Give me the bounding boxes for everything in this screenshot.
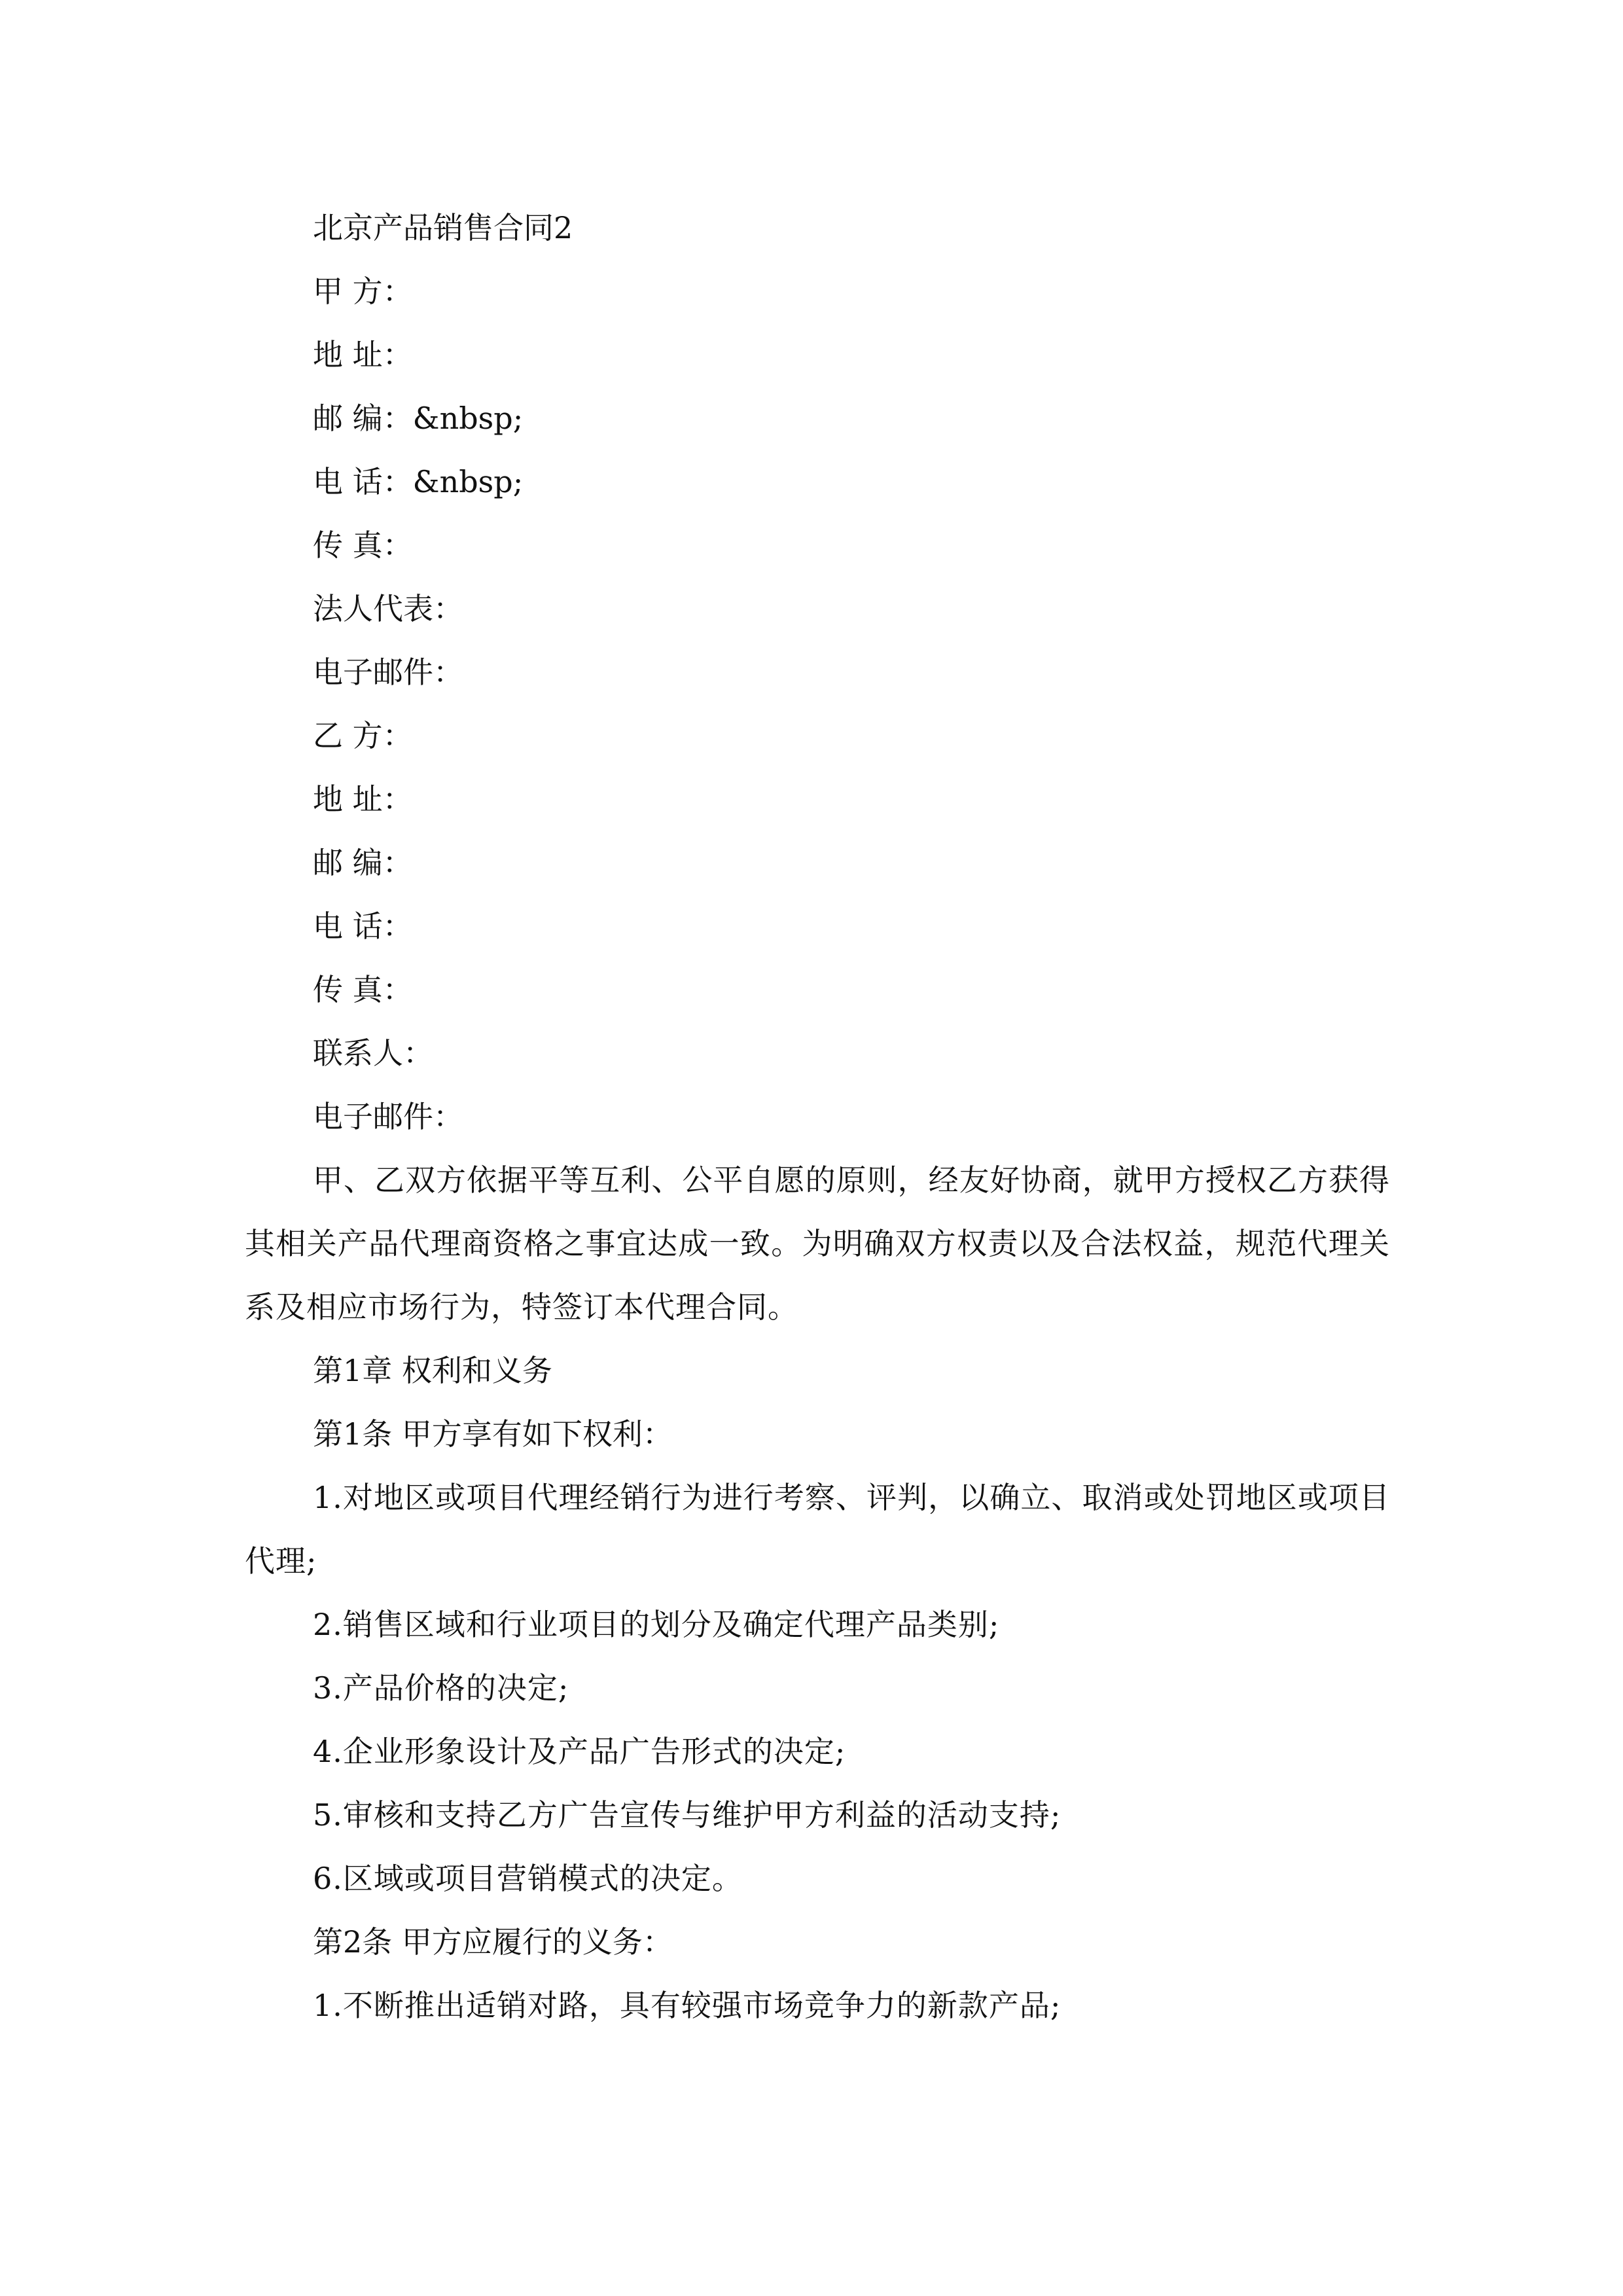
party-a-legal-rep: 法人代表： (313, 591, 463, 626)
party-a-label: 甲 方： (313, 274, 413, 309)
article-1-item: 3.产品价格的决定; (313, 1670, 569, 1706)
document-title: 北京产品销售合同2 (313, 210, 573, 245)
article-1-item: 4.企业形象设计及产品广告形式的决定; (313, 1734, 846, 1769)
party-a-fax: 传 真： (313, 528, 413, 563)
chapter-heading: 第1章 权利和义务 (313, 1353, 552, 1388)
intro-paragraph: 甲、乙双方依据平等互利、公平自愿的原则，经友好协商，就甲方授权乙方获得其相关产品代理商资格之事宜达成一致。为明确双方权责以及合法权益，规范代理关系及相应市场行为，特签订本代理合同。 (245, 1162, 1390, 1325)
party-b-postcode: 邮 编： (313, 845, 413, 880)
article-1-item: 6.区域或项目营销模式的决定。 (313, 1861, 743, 1896)
party-b-phone: 电 话： (313, 908, 413, 944)
party-b-email: 电子邮件： (313, 1099, 463, 1134)
party-a-email: 电子邮件： (313, 655, 463, 690)
party-a-postcode: 邮 编：&nbsp; (313, 401, 524, 436)
article-1-item: 2.销售区域和行业项目的划分及确定代理产品类别; (313, 1607, 1000, 1642)
party-b-contact: 联系人： (313, 1035, 433, 1071)
article-2-item: 1.不断推出适销对路，具有较强市场竞争力的新款产品; (313, 1988, 1061, 2023)
party-a-address: 地 址： (313, 337, 413, 372)
article-1-item: 5.审核和支持乙方广告宣传与维护甲方利益的活动支持; (313, 1797, 1061, 1833)
article-1-item: 1.对地区或项目代理经销行为进行考察、评判，以确立、取消或处罚地区或项目代理; (245, 1480, 1390, 1579)
document-body (245, 196, 1390, 2037)
article-1-heading: 第1条 甲方享有如下权利： (313, 1416, 673, 1452)
article-2-heading: 第2条 甲方应履行的义务： (313, 1924, 673, 1960)
party-b-address: 地 址： (313, 781, 413, 817)
party-b-fax: 传 真： (313, 972, 413, 1007)
party-b-label: 乙 方： (313, 718, 413, 753)
party-a-phone: 电 话：&nbsp; (313, 464, 524, 499)
